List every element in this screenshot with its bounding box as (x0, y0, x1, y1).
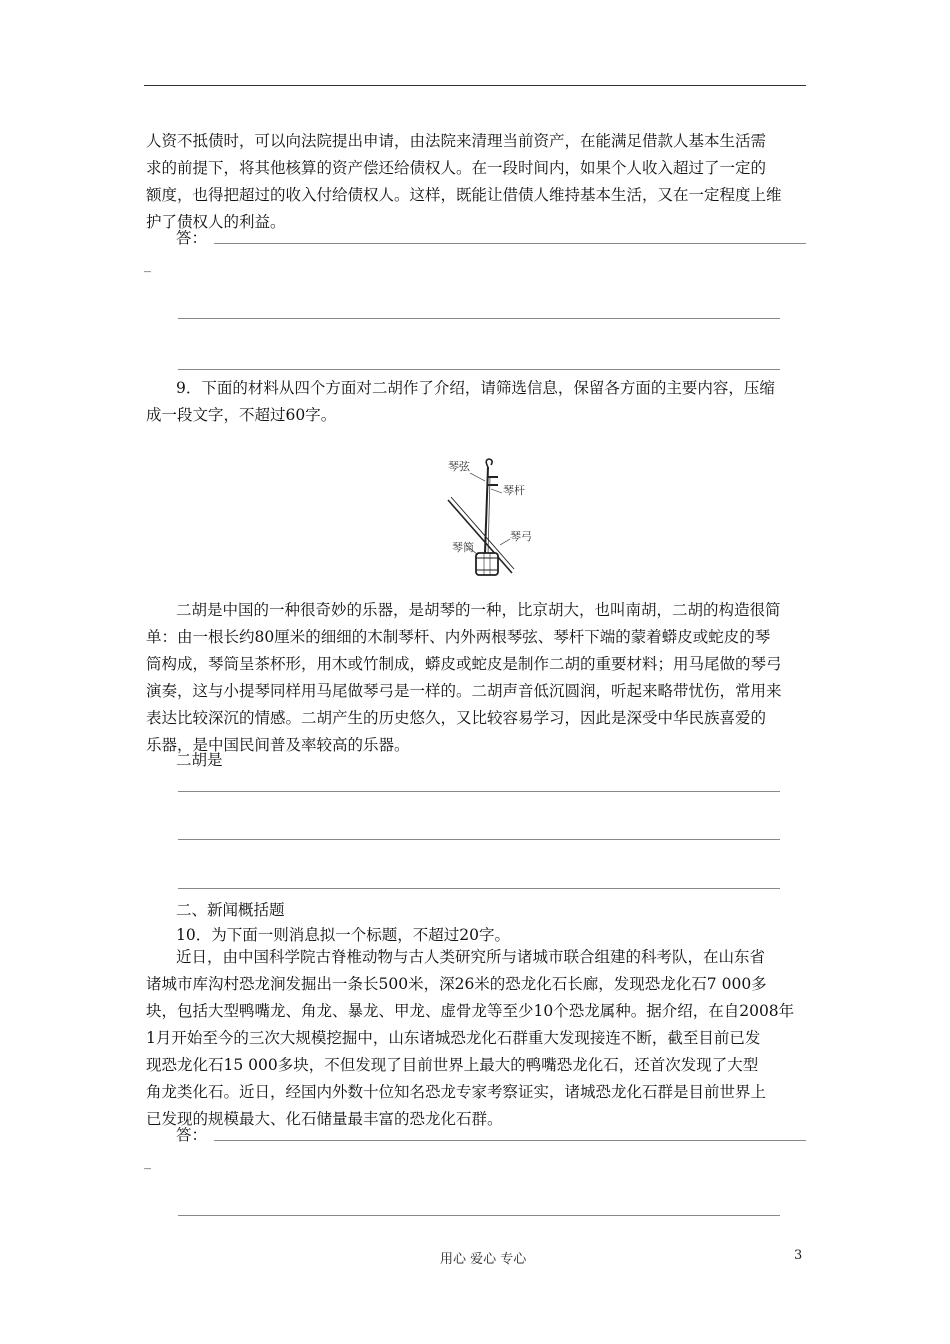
passage-line: 额度，也得把超过的收入付给债权人。这样，既能让借债人维持基本生活，又在一定程度上维 (146, 186, 782, 204)
answer-label: 答： (176, 1126, 208, 1144)
passage-line: 人资不抵债时，可以向法院提出申请，由法院来清理当前资产，在能满足借款人基本生活需 (146, 132, 767, 150)
answer-label: 答： (176, 229, 208, 247)
passage-line: 演奏，这与小提琴同样用马尾做琴弓是一样的。二胡声音低沉圆润，听起来略带忧伤，常用来 (146, 682, 782, 700)
answer-line[interactable] (178, 791, 780, 792)
question-10-passage (146, 944, 810, 1133)
footer-slogan: 用心 爱心 专心 (440, 1252, 527, 1267)
passage-continuation (146, 128, 810, 236)
answer-line[interactable] (178, 1215, 780, 1216)
passage-line: 已发现的规模最大、化石储量最丰富的恐龙化石群。 (146, 1110, 503, 1128)
answer-start: 二胡是 (176, 751, 223, 769)
answer-line[interactable] (214, 1140, 806, 1141)
label-pole: 琴杆 (503, 484, 525, 497)
question-9-prompt (146, 375, 810, 429)
prompt-line: 成一段文字，不超过60字。 (146, 406, 337, 424)
passage-line: 近日，由中国科学院古脊椎动物与古人类研究所与诸城市联合组建的科考队，在山东省 (176, 948, 766, 966)
passage-line: 筒构成，琴筒呈茶杯形，用木或竹制成，蟒皮或蛇皮是制作二胡的重要材料；用马尾做的琴弓 (146, 655, 782, 673)
stray-mark: _ (144, 257, 151, 273)
question-9-passage (146, 597, 810, 759)
question-10-prompt: 10．为下面一则消息拟一个标题，不超过20字。 (176, 926, 510, 944)
passage-line: 求的前提下，将其他核算的资产偿还给债权人。在一段时间内，如果个人收入超过了一定的 (146, 159, 767, 177)
passage-line: 现恐龙化石15 000多块，不但发现了目前世界上最大的鸭嘴恐龙化石，还首次发现了大型 (146, 1056, 759, 1074)
page-number: 3 (794, 1248, 803, 1263)
stray-mark: _ (144, 1154, 151, 1170)
passage-line: 二胡是中国的一种很奇妙的乐器，是胡琴的一种，比京胡大，也叫南胡，二胡的构造很简 (176, 601, 781, 619)
answer-line[interactable] (178, 839, 780, 840)
answer-line[interactable] (214, 243, 806, 244)
header-rule (144, 85, 806, 86)
passage-line: 1月开始至今的三次大规模挖掘中，山东诸城恐龙化石群重大发现接连不断，截至目前已发 (146, 1029, 761, 1047)
answer-line[interactable] (178, 888, 780, 889)
answer-line[interactable] (178, 318, 780, 319)
passage-line: 护了债权人的利益。 (146, 213, 286, 231)
prompt-line: 9．下面的材料从四个方面对二胡作了介绍，请筛选信息，保留各方面的主要内容，压缩 (176, 379, 775, 397)
passage-line: 诸城市库沟村恐龙涧发掘出一条长500米，深26米的恐龙化石长廊，发现恐龙化石7 000多 (146, 975, 767, 993)
answer-line[interactable] (178, 369, 780, 370)
passage-line: 乐器，是中国民间普及率较高的乐器。 (146, 736, 410, 754)
passage-line: 表达比较深沉的情感。二胡产生的历史悠久，又比较容易学习，因此是深受中华民族喜爱的 (146, 709, 767, 727)
label-strings: 琴弦 (448, 460, 470, 473)
passage-line: 单：由一根长约80厘米的细细的木制琴杆、内外两根琴弦、琴杆下端的蒙着蟒皮或蛇皮的琴 (146, 628, 771, 646)
passage-line: 块，包括大型鸭嘴龙、角龙、暴龙、甲龙、虚骨龙等至少10个恐龙属种。据介绍，在自2008年 (146, 1002, 795, 1020)
section-heading: 二、新闻概括题 (176, 901, 285, 919)
label-drum: 琴筒 (452, 541, 474, 554)
passage-line: 角龙类化石。近日，经国内外数十位知名恐龙专家考察证实，诸城恐龙化石群是目前世界上 (146, 1083, 767, 1101)
label-bow: 琴弓 (510, 530, 532, 543)
